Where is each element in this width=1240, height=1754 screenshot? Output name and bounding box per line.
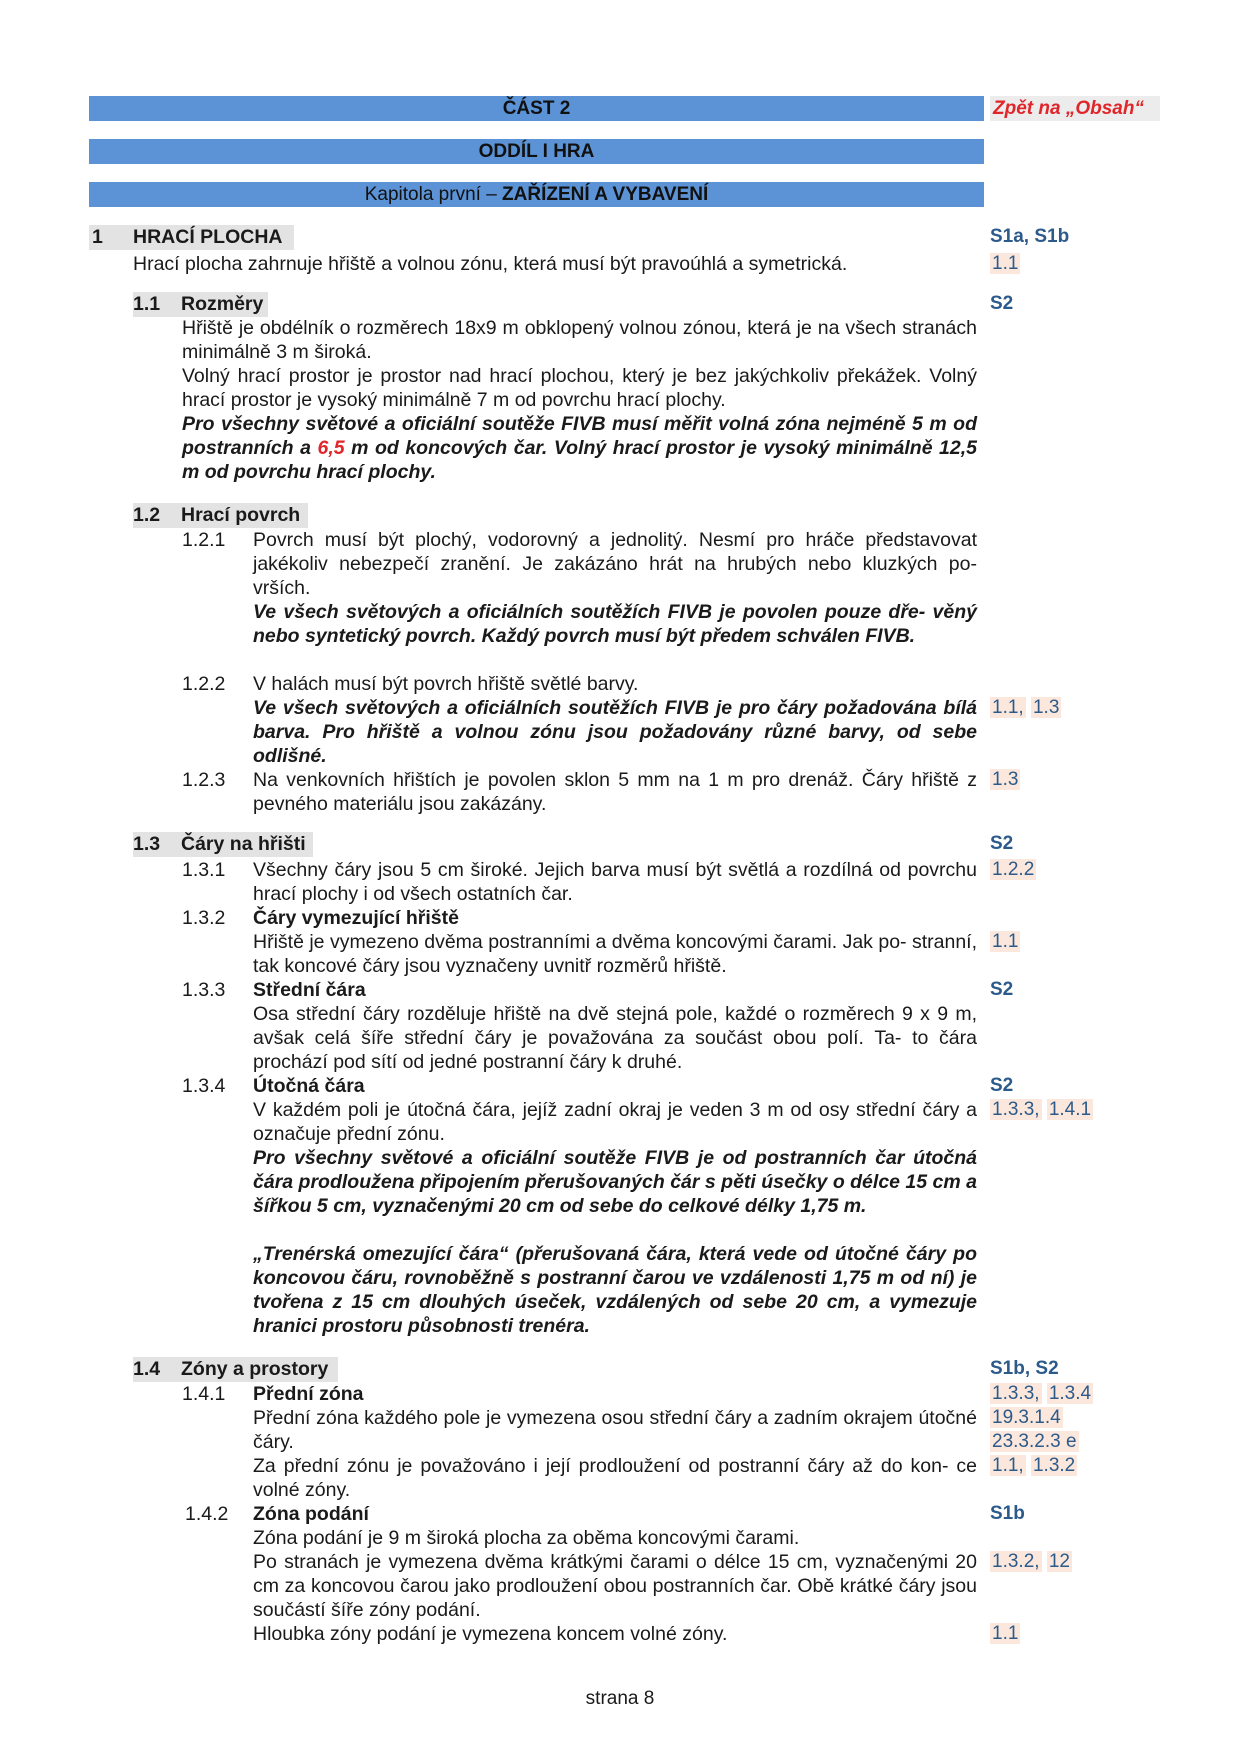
section-number: 1.2: [133, 504, 161, 526]
section-ref: S1b, S2: [990, 1358, 1059, 1379]
ref-link[interactable]: 23.3.2.3 e: [992, 1431, 1077, 1452]
ref-link[interactable]: 1.1: [992, 1623, 1019, 1644]
section-title: ODDÍL I HRA: [478, 141, 595, 162]
back-to-contents-link[interactable]: Zpět na „Obsah“: [990, 96, 1160, 121]
highlighted-value: 6,5: [317, 437, 345, 459]
item-ref: S2: [990, 979, 1014, 1000]
ref-link[interactable]: 1.1: [992, 253, 1019, 274]
section-ref: S1a, S1b: [990, 226, 1070, 247]
part-title: ČÁST 2: [502, 98, 571, 119]
paragraph: Všechny čáry jsou 5 cm široké. Jejich barva musí být světlá a rozdílná od povrchu hrací plochy i od všech ostatních čar.: [253, 859, 977, 905]
item-number: 1.2.3: [182, 769, 226, 791]
item-title: Zóna podání: [253, 1503, 369, 1525]
paragraph: Na venkovních hřištích je povolen sklon 5 mm na 1 m pro drenáž. Čáry hřiště z pevného materiálu jsou zakázány.: [253, 769, 977, 815]
section-title: Rozměry: [181, 293, 264, 315]
item-ref: S2: [990, 1075, 1014, 1096]
paragraph: Po stranách je vymezena dvěma krátkými čarami o délce 15 cm, vyznačenými 20 cm za koncovou čarou jako prodloužení obou postranních čar. Obě krátké čáry jsou součástí šíře zóny podání.: [253, 1551, 977, 1621]
section-number: 1.4: [133, 1358, 161, 1380]
item-title: Přední zóna: [253, 1383, 364, 1405]
coach-line-paragraph: „Trenérská omezující čára“ (přerušovaná čára, která vede od útočné čáry po koncovou čáru, rovnoběžně s postranní čarou ve vzdálenosti 1,75 m od ní) je tvořena z 15 cm dlouhých úseček, vzdálených od sebe 20 cm, a vymezuje hranici prostoru působnosti trenéra.: [253, 1243, 977, 1337]
section-text: Hrací plocha zahrnuje hřiště a volnou zónu, která musí být pravoúhlá a symetrická.: [133, 253, 848, 275]
section-header: [89, 139, 984, 164]
ref-link[interactable]: 1.1, 1.3.2: [992, 1455, 1076, 1476]
item-number: 1.3.3: [182, 979, 226, 1001]
paragraph: Osa střední čáry rozděluje hřiště na dvě stejná pole, každé o rozměrech 9 x 9 m, avšak celá šíře střední čáry je považována za součást obou polí. Ta- to čára prochází pod sítí od jedné postranní čáry k druhé.: [253, 1003, 977, 1073]
item-number: 1.2.2: [182, 673, 226, 695]
section-ref: S2: [990, 293, 1014, 314]
item-title: Střední čára: [253, 979, 366, 1001]
chapter-prefix: Kapitola první –: [364, 184, 497, 205]
section-ref: S2: [990, 833, 1014, 854]
ref-link[interactable]: 1.3: [992, 769, 1019, 790]
item-number: 1.4.1: [182, 1383, 226, 1405]
chapter-title: ZAŘÍZENÍ A VYBAVENÍ: [502, 184, 709, 205]
section-1-3-heading: [133, 832, 313, 857]
paragraph: Přední zóna každého pole je vymezena osou střední čáry a zadním okrajem útočné čáry.: [253, 1407, 977, 1453]
section-number: 1.1: [133, 293, 161, 315]
item-number: 1.4.2: [185, 1503, 229, 1525]
fivb-paragraph: Ve všech světových a oficiálních soutěžích FIVB je pro čáry požadována bílá barva. Pro hřiště a volnou zónu jsou požadovány různé barvy, od sebe odlišné.: [253, 697, 977, 767]
ref-link[interactable]: 19.3.1.4: [992, 1407, 1061, 1428]
item-number: 1.3.2: [182, 907, 226, 929]
page-number: strana 8: [585, 1688, 655, 1709]
section-title: Čáry na hřišti: [181, 833, 306, 855]
item-number: 1.3.1: [182, 859, 226, 881]
section-title: HRACÍ PLOCHA: [133, 226, 283, 248]
ref-link[interactable]: 1.1: [992, 931, 1019, 952]
paragraph: Hřiště je vymezeno dvěma postranními a dvěma koncovými čarami. Jak po- stranní, tak koncové čáry jsou vyznačeny uvnitř rozměrů hřiště.: [253, 931, 977, 977]
paragraph: Za přední zónu je považováno i její prodloužení od postranní čáry až do kon- ce volné zóny.: [253, 1455, 977, 1501]
ref-link[interactable]: 1.3.3, 1.3.4: [992, 1383, 1092, 1404]
paragraph: V každém poli je útočná čára, jejíž zadní okraj je veden 3 m od osy střední čáry a označuje přední zónu.: [253, 1099, 977, 1145]
section-1-1-heading: [133, 292, 268, 317]
paragraph: Hřiště je obdélník o rozměrech 18x9 m obklopený volnou zónou, která je na všech stranách minimálně 3 m široká.: [182, 317, 977, 363]
fivb-paragraph: Ve všech světových a oficiálních soutěžích FIVB je povolen pouze dře- věný nebo syntetický povrch. Každý povrch musí být předem schválen FIVB.: [253, 601, 977, 647]
fivb-paragraph: Pro všechny světové a oficiální soutěže FIVB musí měřit volná zóna nejméně 5 m od postranních a 6,5 m od koncových čar. Volný hrací prostor je vysoký minimálně 12,5 m od povrchu hrací plochy.: [182, 413, 978, 483]
section-title: Zóny a prostory: [181, 1358, 329, 1380]
ref-link[interactable]: 1.3.2, 12: [992, 1551, 1070, 1572]
ref-link[interactable]: 1.3.3, 1.4.1: [992, 1099, 1092, 1120]
item-number: 1.2.1: [182, 529, 226, 551]
section-title: Hrací povrch: [181, 504, 301, 526]
part-header: [89, 96, 984, 121]
paragraph: Zóna podání je 9 m široká plocha za oběma koncovými čarami.: [253, 1527, 800, 1549]
paragraph: V halách musí být povrch hřiště světlé barvy.: [253, 673, 639, 695]
fivb-paragraph: Pro všechny světové a oficiální soutěže FIVB je od postranních čar útočná čára prodloužena připojením přerušovaných čár s pěti úsečky o délce 15 cm a šířkou 5 cm, vyznačenými 20 cm od sebe do celkové délky 1,75 m.: [253, 1147, 977, 1217]
section-number: 1.3: [133, 833, 161, 855]
section-1-2-heading: [133, 503, 308, 528]
paragraph: Povrch musí být plochý, vodorovný a jednolitý. Nesmí pro hráče představovat jakékoliv nebezpečí zranění. Je zakázáno hrát na hrubých nebo kluzkých po- vrších.: [253, 529, 977, 599]
item-title: Čáry vymezující hřiště: [253, 907, 459, 929]
ref-link[interactable]: 1.2.2: [992, 859, 1035, 880]
item-number: 1.3.4: [182, 1075, 226, 1097]
paragraph: Hloubka zóny podání je vymezena koncem volné zóny.: [253, 1623, 728, 1645]
item-ref: S1b: [990, 1503, 1025, 1524]
ref-link[interactable]: 1.1, 1.3: [992, 697, 1060, 718]
chapter-header: [89, 182, 984, 207]
section-number: 1: [92, 226, 103, 248]
paragraph: Volný hrací prostor je prostor nad hrací plochou, který je bez jakýchkoliv překážek. Volný hrací prostor je vysoký minimálně 7 m od povrchu hrací plochy.: [182, 365, 977, 411]
section-1-4-heading: [133, 1357, 338, 1382]
section-1-heading: [89, 225, 294, 250]
item-title: Útočná čára: [253, 1075, 365, 1097]
